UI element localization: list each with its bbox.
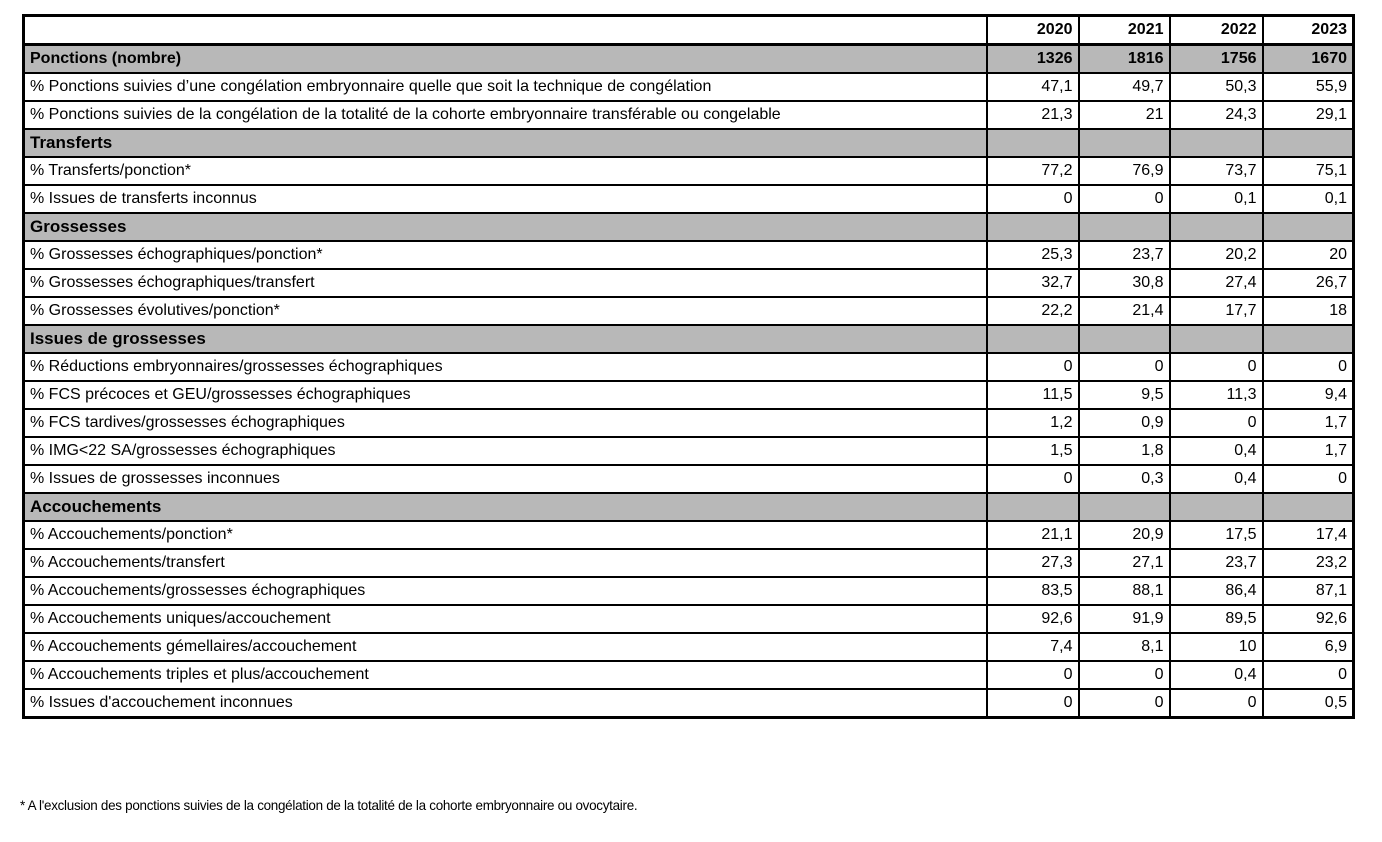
value-cell: 88,1 [1079,577,1170,605]
value-cell: 6,9 [1263,633,1354,661]
section-header-row [24,493,1354,521]
table-row [24,409,1354,437]
value-cell: 91,9 [1079,605,1170,633]
value-cell: 9,4 [1263,381,1354,409]
value-cell: 0 [987,353,1079,381]
value-cell: 20 [1263,241,1354,269]
value-cell: 9,5 [1079,381,1170,409]
value-cell: 1670 [1263,45,1354,74]
year-header-cell: 2022 [1170,16,1263,45]
row-label: % IMG<22 SA/grossesses échographiques [24,437,987,465]
row-label: % Accouchements gémellaires/accouchement [24,633,987,661]
value-cell [987,213,1079,241]
value-cell: 1756 [1170,45,1263,74]
row-label: % FCS tardives/grossesses échographiques [24,409,987,437]
row-label: Accouchements [24,493,987,521]
value-cell [1079,129,1170,157]
row-label: Issues de grossesses [24,325,987,353]
row-label: % Grossesses échographiques/ponction* [24,241,987,269]
section-header-row [24,213,1354,241]
value-cell: 49,7 [1079,73,1170,101]
value-cell: 21 [1079,101,1170,129]
row-label: Grossesses [24,213,987,241]
row-label: % Issues de transferts inconnus [24,185,987,213]
value-cell: 0 [987,661,1079,689]
value-cell: 47,1 [987,73,1079,101]
table-row [24,689,1354,718]
value-cell: 87,1 [1263,577,1354,605]
value-cell: 0,4 [1170,465,1263,493]
value-cell: 0 [987,689,1079,718]
value-cell: 86,4 [1170,577,1263,605]
value-cell: 1326 [987,45,1079,74]
value-cell: 29,1 [1263,101,1354,129]
table-row [24,633,1354,661]
row-label: % Grossesses échographiques/transfert [24,269,987,297]
value-cell: 30,8 [1079,269,1170,297]
value-cell: 55,9 [1263,73,1354,101]
value-cell: 17,7 [1170,297,1263,325]
corner-cell [24,16,987,45]
value-cell: 24,3 [1170,101,1263,129]
value-cell [1170,325,1263,353]
value-cell: 0 [1170,409,1263,437]
row-label: % Ponctions suivies de la congélation de la totalité de la cohorte embryonnaire transférable ou congelable [24,101,987,129]
year-header-cell: 2021 [1079,16,1170,45]
value-cell: 1,2 [987,409,1079,437]
row-label: % Accouchements/grossesses échographiques [24,577,987,605]
value-cell: 0 [987,185,1079,213]
value-cell: 8,1 [1079,633,1170,661]
value-cell: 1816 [1079,45,1170,74]
row-label: % Accouchements/transfert [24,549,987,577]
value-cell: 22,2 [987,297,1079,325]
footnote: * A l'exclusion des ponctions suivies de la congélation de la totalité de la cohorte embryonnaire ou ovocytaire. [20,797,638,813]
value-cell: 20,9 [1079,521,1170,549]
table-row [24,269,1354,297]
value-cell: 23,7 [1079,241,1170,269]
value-cell: 7,4 [987,633,1079,661]
value-cell: 0 [1170,353,1263,381]
value-cell: 26,7 [1263,269,1354,297]
table-row [24,381,1354,409]
row-label: % Réductions embryonnaires/grossesses échographiques [24,353,987,381]
value-cell: 0,9 [1079,409,1170,437]
year-header-cell: 2020 [987,16,1079,45]
value-cell: 92,6 [987,605,1079,633]
value-cell: 0,5 [1263,689,1354,718]
value-cell [1170,129,1263,157]
table-row [24,353,1354,381]
value-cell: 92,6 [1263,605,1354,633]
row-label: % Issues de grossesses inconnues [24,465,987,493]
value-cell: 23,7 [1170,549,1263,577]
value-cell [1079,325,1170,353]
value-cell: 0 [1263,353,1354,381]
value-cell: 0 [1079,185,1170,213]
value-cell: 21,3 [987,101,1079,129]
value-cell: 89,5 [1170,605,1263,633]
value-cell: 1,5 [987,437,1079,465]
value-cell: 1,8 [1079,437,1170,465]
table-row [24,157,1354,185]
value-cell: 0 [1079,353,1170,381]
value-cell: 0,4 [1170,437,1263,465]
row-label: % Accouchements uniques/accouchement [24,605,987,633]
value-cell [1079,213,1170,241]
table-row [24,661,1354,689]
year-header-row [24,16,1354,45]
value-cell [1079,493,1170,521]
value-cell: 0,1 [1263,185,1354,213]
value-cell [1170,213,1263,241]
table-row [24,605,1354,633]
year-header-cell: 2023 [1263,16,1354,45]
value-cell: 0 [1263,465,1354,493]
section-header-row [24,129,1354,157]
value-cell [1263,213,1354,241]
table-row [24,549,1354,577]
value-cell: 0,4 [1170,661,1263,689]
value-cell: 27,4 [1170,269,1263,297]
value-cell: 27,1 [1079,549,1170,577]
row-label: % FCS précoces et GEU/grossesses échographiques [24,381,987,409]
value-cell: 23,2 [1263,549,1354,577]
value-cell: 0,3 [1079,465,1170,493]
value-cell: 0 [1079,661,1170,689]
table-row [24,577,1354,605]
value-cell: 11,5 [987,381,1079,409]
table-row [24,465,1354,493]
value-cell: 0 [1170,689,1263,718]
value-cell: 50,3 [1170,73,1263,101]
table-row [24,521,1354,549]
value-cell: 25,3 [987,241,1079,269]
value-cell: 77,2 [987,157,1079,185]
value-cell: 17,4 [1263,521,1354,549]
row-label: % Issues d'accouchement inconnues [24,689,987,718]
value-cell [1263,129,1354,157]
value-cell: 0 [1079,689,1170,718]
row-label: % Ponctions suivies d’une congélation embryonnaire quelle que soit la technique de congélation [24,73,987,101]
value-cell: 1,7 [1263,437,1354,465]
table-row [24,185,1354,213]
value-cell: 75,1 [1263,157,1354,185]
table-row [24,73,1354,101]
value-cell [1170,493,1263,521]
value-cell: 11,3 [1170,381,1263,409]
value-cell: 73,7 [1170,157,1263,185]
value-cell: 0 [987,465,1079,493]
value-cell: 83,5 [987,577,1079,605]
value-cell: 21,1 [987,521,1079,549]
value-cell [987,493,1079,521]
table-row [24,101,1354,129]
art-statistics-table [22,14,1355,719]
row-label: Transferts [24,129,987,157]
row-label: % Accouchements/ponction* [24,521,987,549]
row-label: % Grossesses évolutives/ponction* [24,297,987,325]
value-cell: 1,7 [1263,409,1354,437]
section-header-row [24,325,1354,353]
value-cell: 0 [1263,661,1354,689]
table-row [24,241,1354,269]
table-row [24,297,1354,325]
value-cell: 27,3 [987,549,1079,577]
row-label: % Transferts/ponction* [24,157,987,185]
value-cell: 17,5 [1170,521,1263,549]
value-cell: 0,1 [1170,185,1263,213]
value-cell: 21,4 [1079,297,1170,325]
table-row [24,45,1354,74]
row-label: Ponctions (nombre) [24,45,987,74]
value-cell: 18 [1263,297,1354,325]
row-label: % Accouchements triples et plus/accouchement [24,661,987,689]
value-cell: 20,2 [1170,241,1263,269]
value-cell [987,325,1079,353]
value-cell [987,129,1079,157]
value-cell [1263,493,1354,521]
value-cell [1263,325,1354,353]
value-cell: 10 [1170,633,1263,661]
value-cell: 32,7 [987,269,1079,297]
table-row [24,437,1354,465]
value-cell: 76,9 [1079,157,1170,185]
